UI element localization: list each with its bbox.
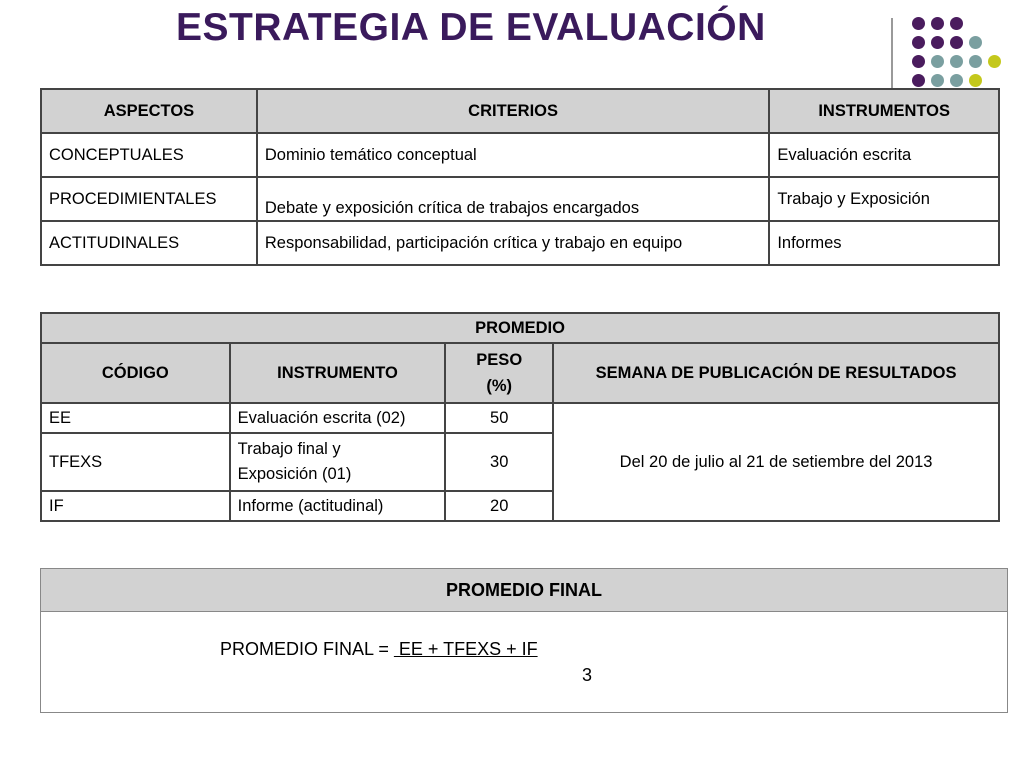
code-cell: TFEXS <box>41 433 230 491</box>
criteria-cell: Responsabilidad, participación crítica y trabajo en equipo <box>257 221 769 265</box>
dot-purple-icon <box>950 17 963 30</box>
final-average-title: PROMEDIO FINAL <box>41 569 1008 612</box>
page-title: ESTRATEGIA DE EVALUACIÓN <box>176 6 766 49</box>
dot-purple-icon <box>950 36 963 49</box>
instrument-cell: Evaluación escrita <box>769 133 999 177</box>
table-row <box>41 133 999 177</box>
dot-teal-icon <box>931 74 944 87</box>
dot-teal-icon <box>950 74 963 87</box>
instrument-cell: Evaluación escrita (02) <box>230 403 446 433</box>
instrument-cell: Informes <box>769 221 999 265</box>
formula-denominator: 3 <box>581 665 592 685</box>
header-peso-line2: (%) <box>486 377 513 395</box>
header-peso-line1: PESO <box>476 351 523 369</box>
aspects-table <box>40 88 1000 266</box>
header-codigo: CÓDIGO <box>41 343 230 403</box>
weight-cell: 50 <box>445 403 553 433</box>
weight-cell: 20 <box>445 491 553 521</box>
formula-lhs: PROMEDIO FINAL = <box>220 639 394 659</box>
criteria-cell: Debate y exposición crítica de trabajos encargados <box>257 177 769 221</box>
header-semana: SEMANA DE PUBLICACIÓN DE RESULTADOS <box>553 343 999 403</box>
instrument-cell: Trabajo y Exposición <box>769 177 999 221</box>
publication-week-cell: Del 20 de julio al 21 de setiembre del 2013 <box>553 403 999 521</box>
dot-purple-icon <box>931 36 944 49</box>
instrument-cell: Informe (actitudinal) <box>230 491 446 521</box>
table-row <box>41 221 999 265</box>
header-criterios: CRITERIOS <box>257 89 769 133</box>
table-header-row <box>41 343 999 403</box>
table-row <box>41 403 999 433</box>
header-instrumentos: INSTRUMENTOS <box>769 89 999 133</box>
aspect-cell: CONCEPTUALES <box>41 133 257 177</box>
code-cell: EE <box>41 403 230 433</box>
promedio-table <box>40 312 1000 522</box>
criteria-cell: Dominio temático conceptual <box>257 133 769 177</box>
weight-cell: 30 <box>445 433 553 491</box>
dot-yellow-icon <box>988 55 1001 68</box>
header-instrumento: INSTRUMENTO <box>230 343 446 403</box>
aspect-cell: PROCEDIMIENTALES <box>41 177 257 221</box>
dot-purple-icon <box>931 17 944 30</box>
table-row <box>41 177 999 221</box>
aspect-cell: ACTITUDINALES <box>41 221 257 265</box>
formula-numerator: EE + TFEXS + IF <box>393 639 538 659</box>
table-header-row <box>41 569 1008 612</box>
dot-purple-icon <box>912 36 925 49</box>
table-title-row <box>41 313 999 343</box>
dot-purple-icon <box>912 17 925 30</box>
formula-line <box>48 636 1000 662</box>
dot-purple-icon <box>912 74 925 87</box>
dot-yellow-icon <box>969 74 982 87</box>
formula-cell <box>41 612 1008 713</box>
dot-teal-icon <box>969 55 982 68</box>
code-cell: IF <box>41 491 230 521</box>
instrument-line2: Exposición (01) <box>237 465 352 483</box>
dot-purple-icon <box>912 55 925 68</box>
instrument-cell <box>230 433 446 491</box>
table-row <box>41 612 1008 713</box>
dot-teal-icon <box>950 55 963 68</box>
instrument-line1: Trabajo final y <box>237 440 341 458</box>
header-aspectos: ASPECTOS <box>41 89 257 133</box>
dot-teal-icon <box>931 55 944 68</box>
table-header-row <box>41 89 999 133</box>
dot-teal-icon <box>969 36 982 49</box>
header-peso <box>445 343 553 403</box>
promedio-title: PROMEDIO <box>41 313 999 343</box>
final-average-table <box>40 568 1008 713</box>
